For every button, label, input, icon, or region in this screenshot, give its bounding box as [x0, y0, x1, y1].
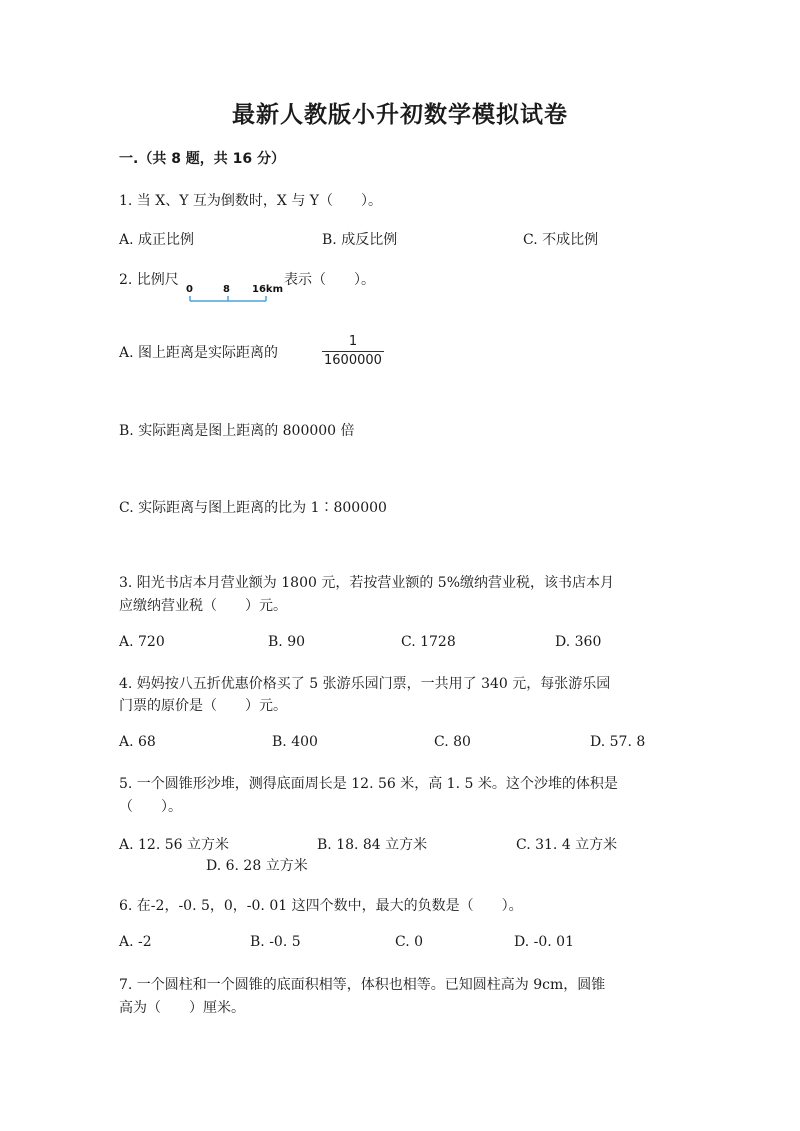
fraction-denominator: 1600000: [324, 353, 382, 368]
question-4-option-d: D. 57. 8: [590, 734, 646, 750]
question-3-option-d: D. 360: [555, 634, 602, 650]
question-5-option-d: D. 6. 28 立方米: [206, 858, 308, 874]
scale-label-0: 0: [186, 284, 193, 295]
question-2-option-b: B. 实际距离是图上距离的 800000 倍: [119, 423, 355, 439]
question-7-stem-line-2: 高为（ ）厘米。: [119, 1000, 245, 1016]
question-3-option-c: C. 1728: [401, 634, 456, 650]
question-6-stem: 6. 在-2，-0. 5，0，-0. 01 这四个数中，最大的负数是（ ）。: [119, 898, 523, 914]
question-4-stem-line-1: 4. 妈妈按八五折优惠价格买了 5 张游乐园门票，一共用了 340 元，每张游乐园: [119, 676, 611, 692]
fraction-numerator: 1: [348, 334, 358, 349]
question-5-stem-line-1: 5. 一个圆锥形沙堆，测得底面周长是 12. 56 米，高 1. 5 米。这个沙堆的体积是: [119, 776, 618, 792]
question-3-option-b: B. 90: [268, 634, 306, 650]
question-4-stem-line-2: 门票的原价是（ ）元。: [119, 698, 287, 714]
question-6-option-c: C. 0: [395, 934, 424, 950]
question-6-option-d: D. -0. 01: [514, 934, 574, 950]
scale-label-16km: 16km: [252, 284, 283, 295]
question-2-option-a: A. 图上距离是实际距离的: [119, 345, 279, 361]
question-5-stem-line-2: （ ）。: [119, 799, 182, 815]
question-1-option-c: C. 不成比例: [523, 232, 599, 248]
question-1-option-a: A. 成正比例: [119, 232, 195, 248]
question-6-option-a: A. -2: [119, 934, 152, 950]
question-2-fraction: [322, 334, 384, 368]
question-3-stem-line-2: 应缴纳营业税（ ）元。: [119, 598, 287, 614]
scale-bar-figure: [186, 283, 283, 305]
question-7-stem-line-1: 7. 一个圆柱和一个圆锥的底面积相等，体积也相等。已知圆柱高为 9cm，圆锥: [119, 977, 606, 993]
question-3-stem-line-1: 3. 阳光书店本月营业额为 1800 元，若按营业额的 5%缴纳营业税，该书店本月: [119, 575, 614, 591]
question-6-option-b: B. -0. 5: [250, 934, 301, 950]
page-title: 最新人教版小升初数学模拟试卷: [232, 102, 568, 128]
question-2-option-c: C. 实际距离与图上距离的比为 1∶800000: [119, 500, 387, 516]
section-heading: 一.（共 8 题，共 16 分）: [119, 151, 286, 167]
question-4-option-a: A. 68: [119, 734, 156, 750]
fraction-bar: [322, 351, 384, 352]
question-5-option-a: A. 12. 56 立方米: [119, 837, 229, 853]
scale-label-8: 8: [223, 284, 230, 295]
question-4-option-c: C. 80: [434, 734, 471, 750]
question-5-option-b: B. 18. 84 立方米: [317, 837, 428, 853]
scale-bar-icon: [186, 283, 283, 305]
question-2-stem-start: 2. 比例尺: [119, 272, 179, 288]
question-2-stem-end: 表示（ ）。: [284, 272, 375, 288]
question-5-option-c: C. 31. 4 立方米: [516, 837, 618, 853]
question-4-option-b: B. 400: [272, 734, 318, 750]
question-3-option-a: A. 720: [119, 634, 165, 650]
question-1-stem: 1. 当 X、Y 互为倒数时，X 与 Y（ ）。: [119, 193, 383, 209]
question-1-option-b: B. 成反比例: [322, 232, 398, 248]
